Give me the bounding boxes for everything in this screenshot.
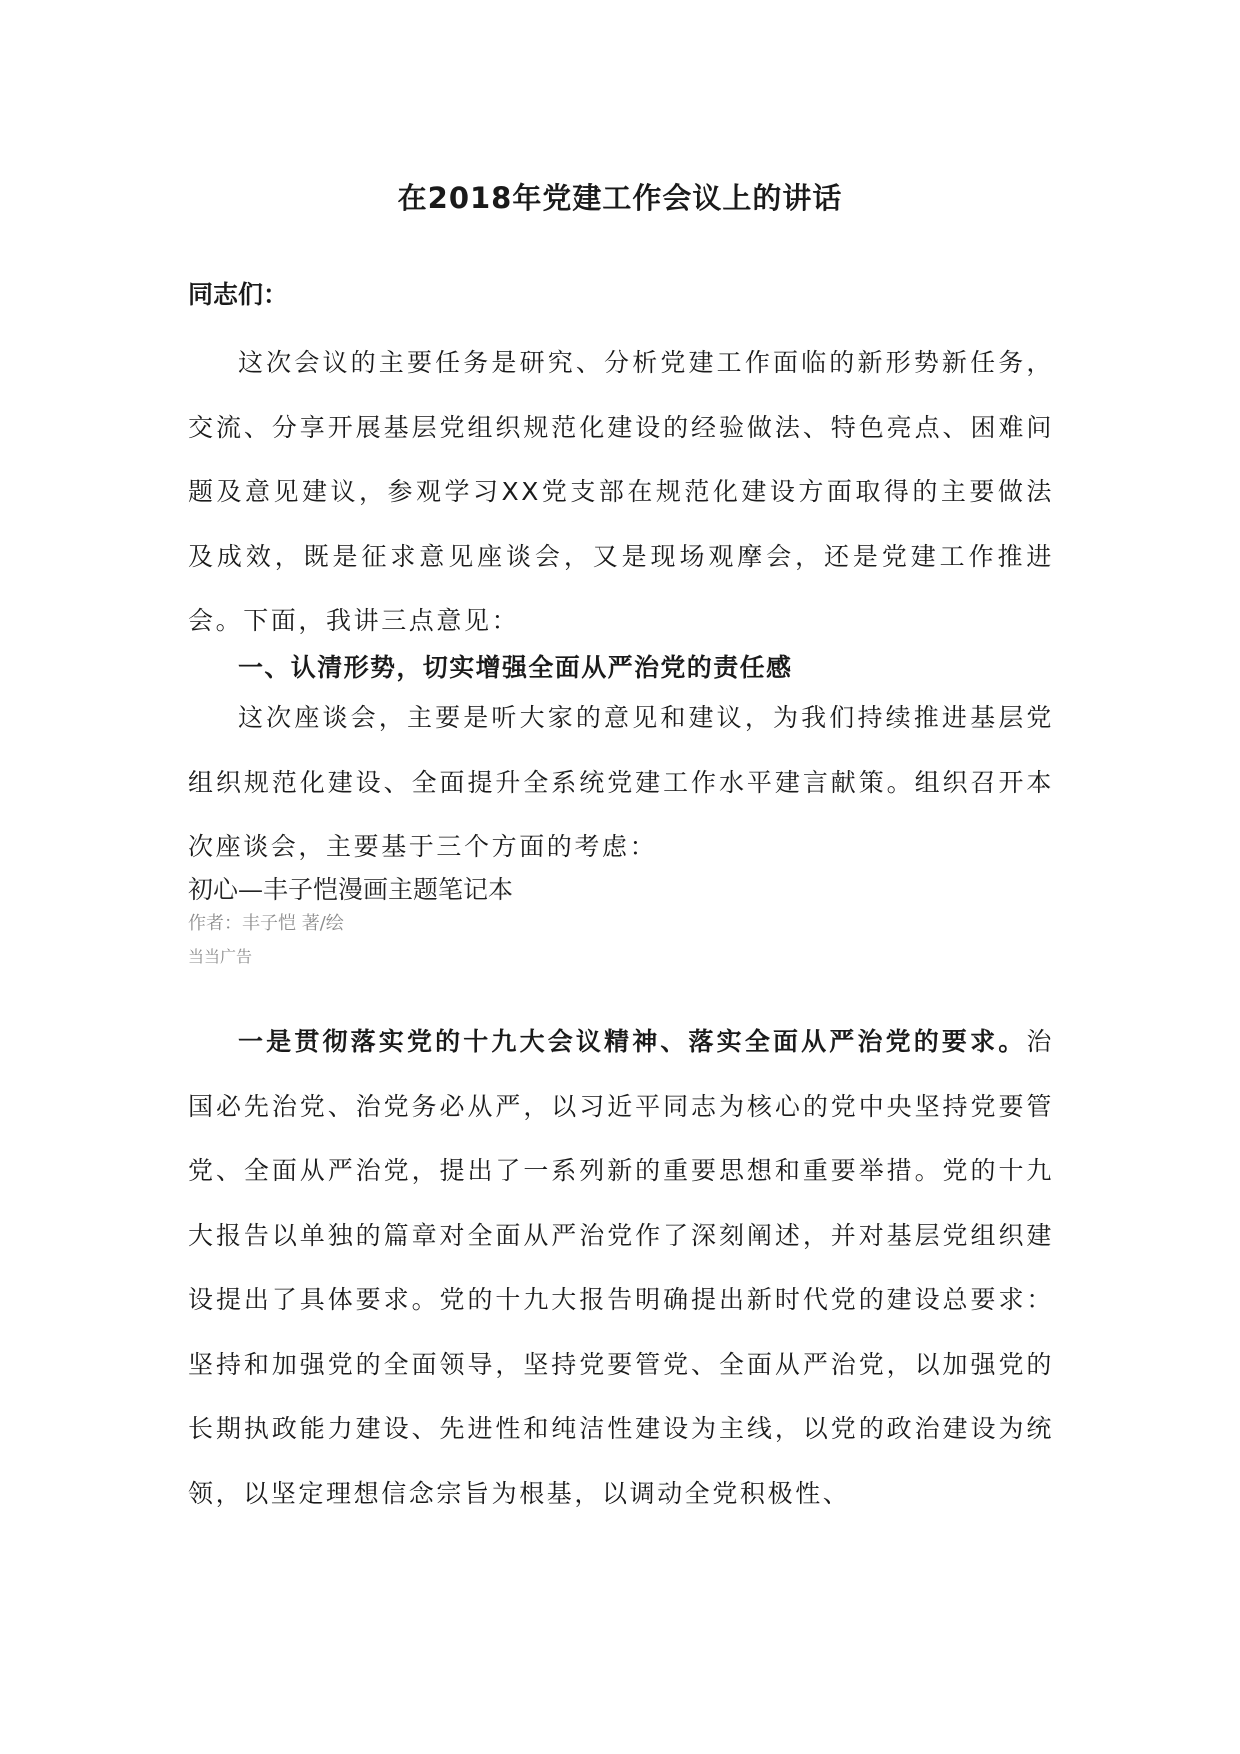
- paragraph-point-1-lead: 一是贯彻落实党的十九大会议精神、落实全面从严治党的要求。: [238, 1027, 1027, 1056]
- ad-title-link[interactable]: 初心—丰子恺漫画主题笔记本: [188, 875, 514, 904]
- paragraph-intro: 这次会议的主要任务是研究、分析党建工作面临的新形势新任务，交流、分享开展基层党组织规范化建设的经验做法、特色亮点、困难问题及意见建议，参观学习XX党支部在规范化建设方面取得的主要做法及成效，既是征求意见座谈会，又是现场观摩会，还是党建工作推进会。下面，我讲三点意见：: [188, 348, 1054, 635]
- paragraph-point-1-body: 治国必先治党、治党务必从严，以习近平同志为核心的党中央坚持党要管党、全面从严治党，提出了一系列新的重要思想和重要举措。党的十九大报告以单独的篇章对全面从严治党作了深刻阐述，并对基层党组织建设提出了具体要求。党的十九大报告明确提出新时代党的建设总要求：坚持和加强党的全面领导，坚持党要管党、全面从严治党，以加强党的长期执政能力建设、先进性和纯洁性建设为主线，以党的政治建设为统领，以坚定理想信念宗旨为根基，以调动全党积极性、: [188, 1027, 1054, 1508]
- paragraph-section-1: 这次座谈会，主要是听大家的意见和建议，为我们持续推进基层党组织规范化建设、全面提升全系统党建工作水平建言献策。组织召开本次座谈会，主要基于三个方面的考虑：: [188, 703, 1054, 861]
- ad-author: 作者：丰子恺 著/绘: [188, 913, 344, 934]
- paragraph-point-1: [188, 1010, 1054, 1526]
- salutation: 同志们：: [188, 280, 289, 309]
- document-title: 在2018年党建工作会议上的讲话: [397, 181, 843, 215]
- ad-source-label: 当当广告: [188, 947, 253, 966]
- advertisement-block[interactable]: [188, 872, 513, 970]
- section-heading-1: 一、认清形势，切实增强全面从严治党的责任感: [238, 653, 793, 682]
